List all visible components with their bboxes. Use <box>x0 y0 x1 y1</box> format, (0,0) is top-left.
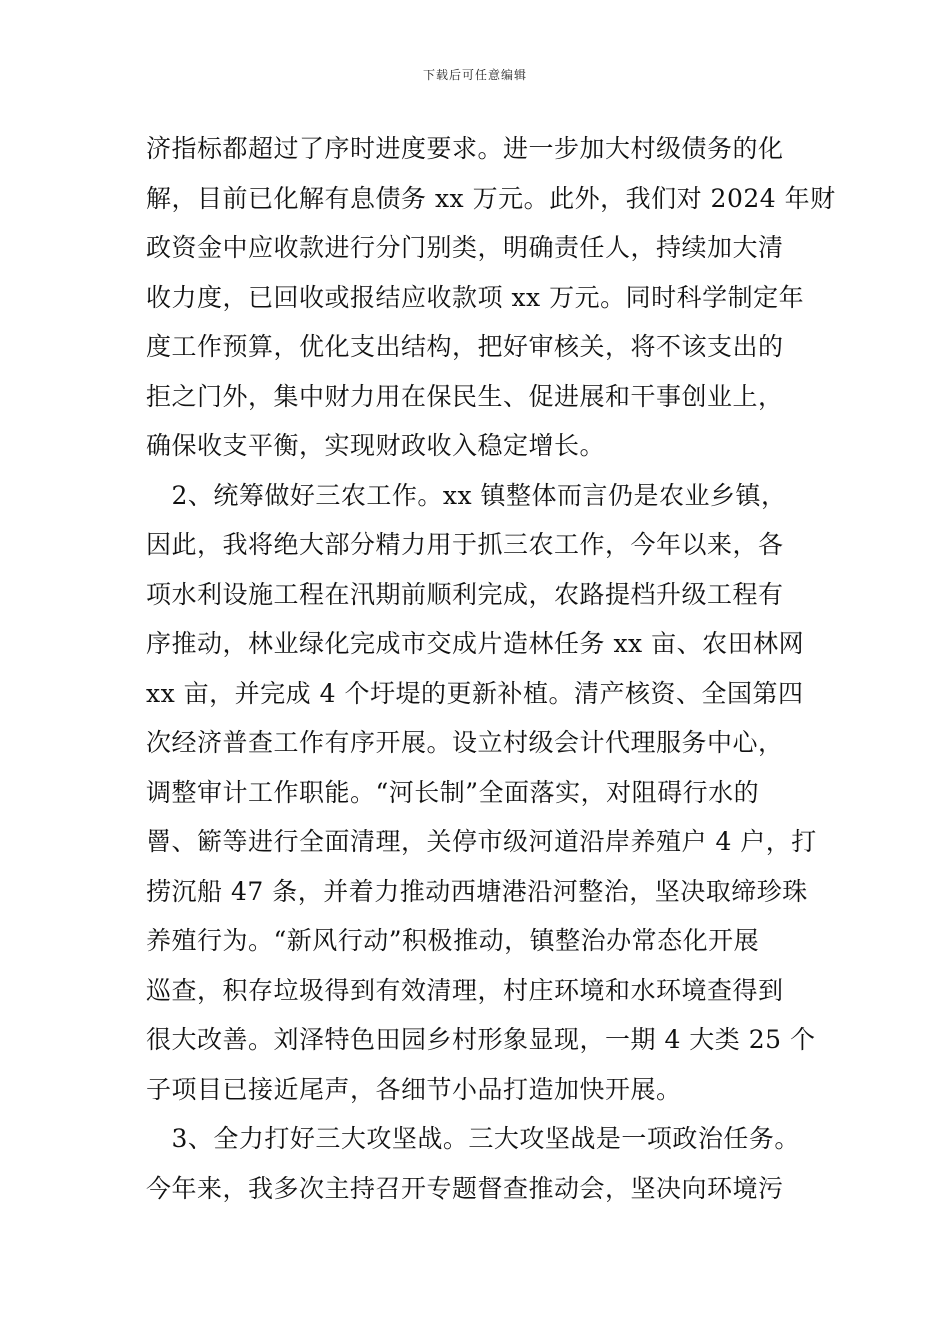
text-line: 收力度，已回收或报结应收款项 xx 万元。同时科学制定年 <box>146 282 805 312</box>
text-line: 今年来，我多次主持召开专题督查推动会，坚决向环境污 <box>146 1173 784 1203</box>
text-line: xx 亩，并完成 4 个圩堤的更新补植。清产核资、全国第四 <box>146 678 804 708</box>
text-line: 捞沉船 47 条，并着力推动西塘港沿河整治，坚决取缔珍珠 <box>146 876 808 906</box>
text-line: 因此，我将绝大部分精力用于抓三农工作，今年以来，各 <box>146 530 784 559</box>
paragraph-heading-line: 2、统筹做好三农工作。xx 镇整体而言仍是农业乡镇， <box>146 480 787 510</box>
text-line: 调整审计工作职能。“河长制”全面落实，对阻碍行水的 <box>146 777 760 807</box>
text-line: 很大改善。刘泽特色田园乡村形象显现，一期 4 大类 25 个 <box>146 1025 816 1054</box>
document-body <box>146 124 836 1213</box>
text-line: 序推动，林业绿化完成市交成片造林任务 xx 亩、农田林网 <box>146 629 805 658</box>
text-line: 度工作预算，优化支出结构，把好审核关，将不该支出的 <box>146 332 784 361</box>
text-line: 确保收支平衡，实现财政收入稳定增长。 <box>146 431 606 460</box>
text-line: 罾、簖等进行全面清理，关停市级河道沿岸养殖户 4 户，打 <box>146 827 817 856</box>
text-line: 解，目前已化解有息债务 xx 万元。此外，我们对 2024 年财 <box>146 183 836 213</box>
page-header: 下载后可任意编辑 <box>422 68 527 82</box>
paragraph-heading-line: 3、全力打好三大攻坚战。三大攻坚战是一项政治任务。 <box>146 1124 800 1153</box>
text-line: 拒之门外，集中财力用在保民生、促进展和干事创业上， <box>146 381 784 411</box>
text-line: 子项目已接近尾声，各细节小品打造加快开展。 <box>146 1074 682 1104</box>
text-line: 养殖行为。“新风行动”积极推动，镇整治办常态化开展 <box>146 926 760 955</box>
text-line: 政资金中应收款进行分门别类，明确责任人，持续加大清 <box>146 233 784 262</box>
text-line: 济指标都超过了序时进度要求。进一步加大村级债务的化 <box>146 134 784 163</box>
text-line: 项水利设施工程在汛期前顺利完成，农路提档升级工程有 <box>146 579 784 609</box>
text-line: 次经济普查工作有序开展。设立村级会计代理服务中心， <box>146 728 784 757</box>
text-line: 巡查，积存垃圾得到有效清理，村庄环境和水环境查得到 <box>146 975 784 1005</box>
